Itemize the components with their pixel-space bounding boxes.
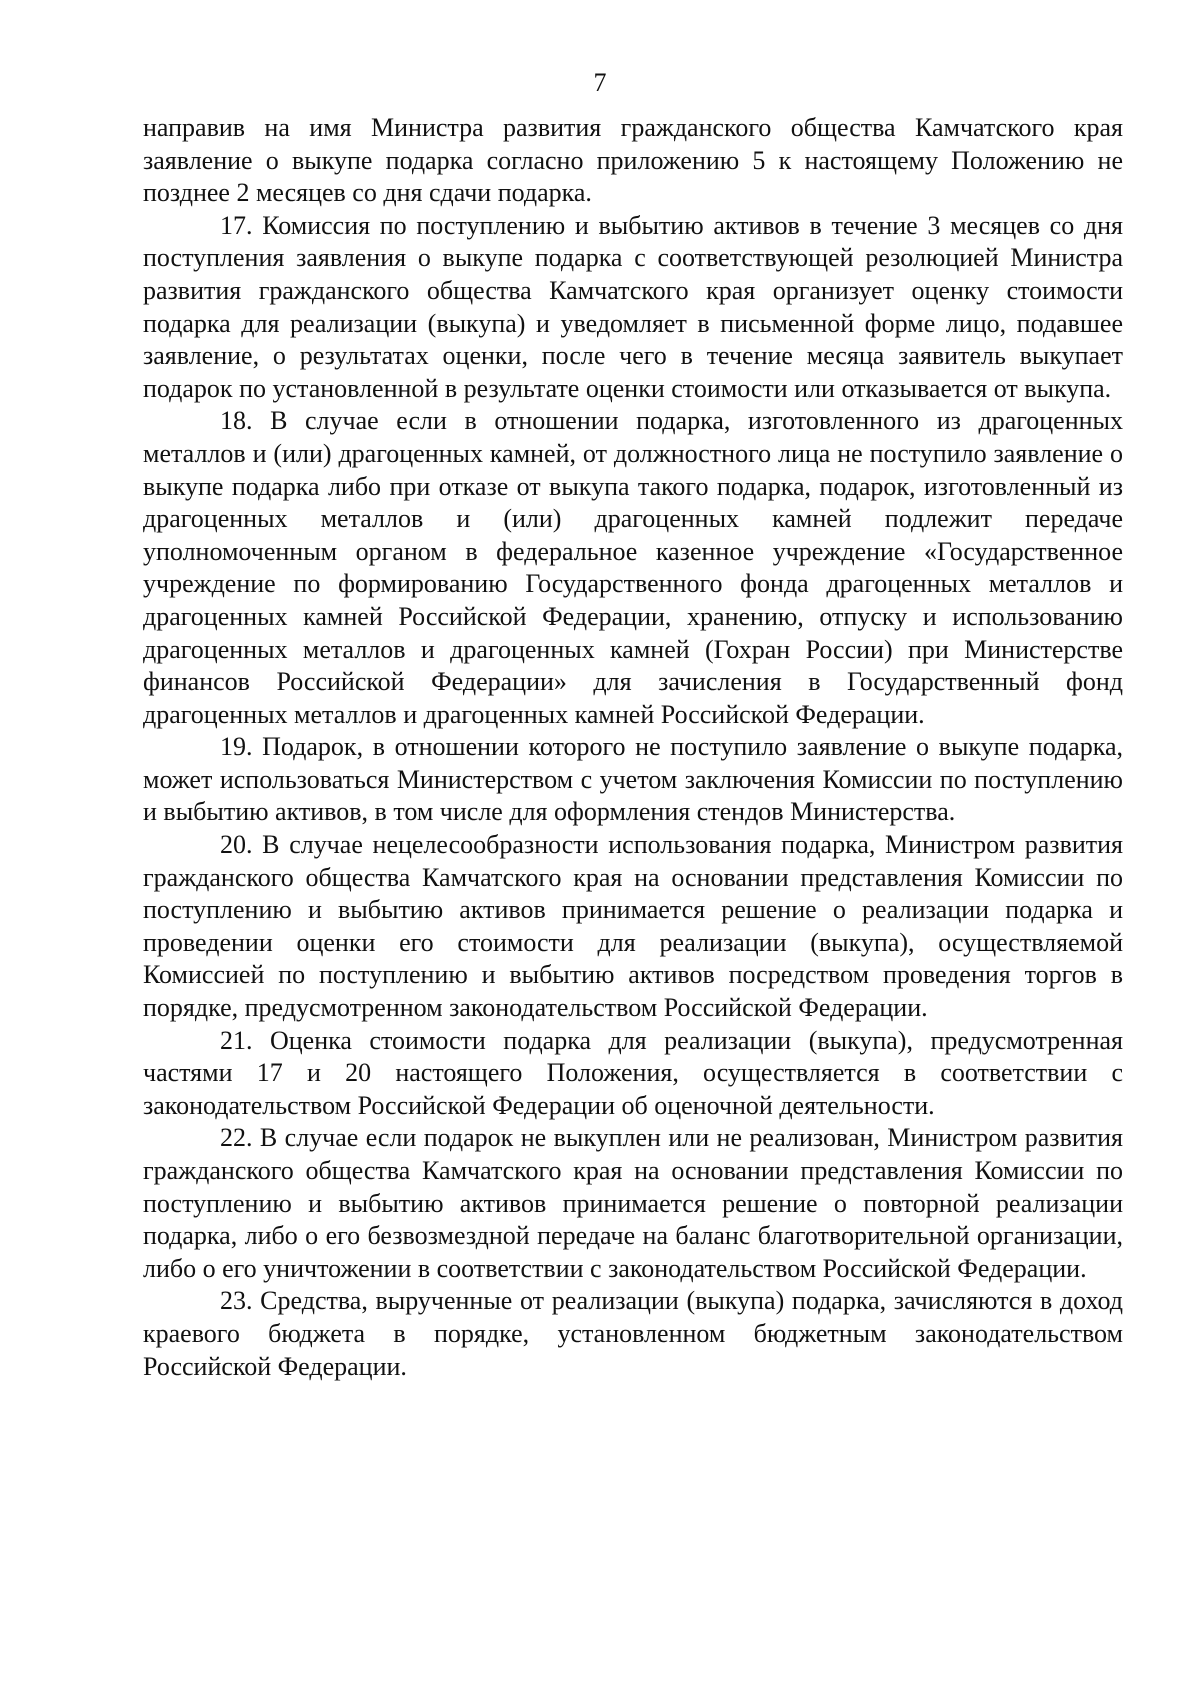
paragraph-23: 23. Средства, вырученные от реализации (выкупа) подарка, зачисляются в доход краевого бюджета в порядке, установленном бюджетным законодательством Российской Федерации.: [143, 1286, 1123, 1381]
document-body: [143, 112, 1123, 1383]
paragraph-19: 19. Подарок, в отношении которого не поступило заявление о выкупе подарка, может использоваться Министерством с учетом заключения Комиссии по поступлению и выбытию активов, в том числе для оформления стендов Министерства.: [143, 732, 1123, 827]
paragraph-21: 21. Оценка стоимости подарка для реализации (выкупа), предусмотренная частями 17 и 20 настоящего Положения, осуществляется в соответствии с законодательством Российской Федерации об оценочной деятельности.: [143, 1025, 1123, 1120]
paragraph-18: 18. В случае если в отношении подарка, изготовленного из драгоценных металлов и (или) драгоценных камней, от должностного лица не поступило заявление о выкупе подарка либо при отказе от выкупа такого подарка, подарок, изготовленный из драгоценных металлов и (или) драгоценных камней подлежит передаче уполномоченным органом в федеральное казенное учреждение «Государственное учреждение по формированию Государственного фонда драгоценных металлов и драгоценных камней Российской Федерации, хранению, отпуску и использованию драгоценных металлов и драгоценных камней (Гохран России) при Министерстве финансов Российской Федерации» для зачисления в Государственный фонд драгоценных металлов и драгоценных камней Российской Федерации.: [143, 406, 1123, 729]
paragraph-22: 22. В случае если подарок не выкуплен или не реализован, Министром развития гражданского общества Камчатского края на основании представления Комиссии по поступлению и выбытию активов принимается решение о повторной реализации подарка, либо о его безвозмездной передаче на баланс благотворительной организации, либо о его уничтожении в соответствии с законодательством Российской Федерации.: [143, 1123, 1123, 1283]
paragraph-20: 20. В случае нецелесообразности использования подарка, Министром развития гражданского общества Камчатского края на основании представления Комиссии по поступлению и выбытию активов принимается решение о реализации подарка и проведении оценки его стоимости для реализации (выкупа), осуществляемой Комиссией по поступлению и выбытию активов посредством проведения торгов в порядке, предусмотренном законодательством Российской Федерации.: [143, 830, 1123, 1023]
paragraph-16-continuation: направив на имя Министра развития гражданского общества Камчатского края заявление о выкупе подарка согласно приложению 5 к настоящему Положению не позднее 2 месяцев со дня сдачи подарка.: [143, 113, 1123, 208]
paragraph-17: 17. Комиссия по поступлению и выбытию активов в течение 3 месяцев со дня поступления заявления о выкупе подарка с соответствующей резолюцией Министра развития гражданского общества Камчатского края организует оценку стоимости подарка для реализации (выкупа) и уведомляет в письменной форме лицо, подавшее заявление, о результатах оценки, после чего в течение месяца заявитель выкупает подарок по установленной в результате оценки стоимости или отказывается от выкупа.: [143, 210, 1123, 403]
page-number: 7: [593, 68, 607, 97]
